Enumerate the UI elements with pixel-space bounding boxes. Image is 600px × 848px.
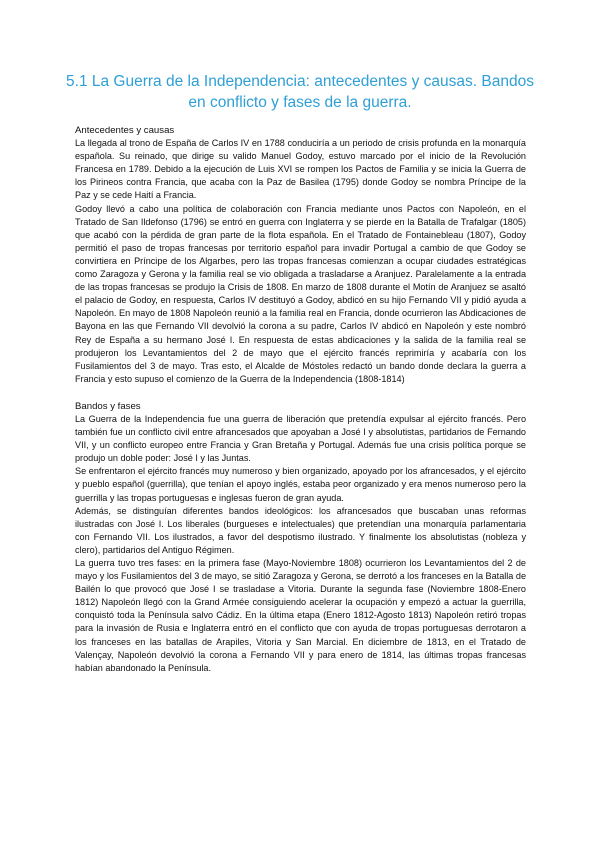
paragraph: Además, se distinguían diferentes bandos ideológicos: los afrancesados que buscaban unas reformas ilustradas con José I. Los liberales (burgueses e intelectuales) que pretendían una monarquía parlamentaria con Fernando VII. Los ilustrados, a favor del despotismo ilustrado. Y finalmente los absolutistas (nobleza y clero), partidarios del Antiguo Régimen. [75,505,526,555]
section-heading: Antecedentes y causas [75,125,175,136]
paragraph: La guerra tuvo tres fases: en la primera fase (Mayo-Noviembre 1808) ocurrieron los Levantamientos del 2 de mayo y los Fusilamientos del 3 de mayo, se sitió Zaragoza y Gerona, se derrotó a los franceses en la Batalla de Bailén lo que provocó que José I se trasladase a Vitoria. Durante la segunda fase (Noviembre 1808-Enero 1812) Napoleón llegó con la Grand Armée consiguiendo acelerar la ocupación y empezó a actuar la guerrilla, conquistó toda la Península salvo Cádiz. En la última etapa (Enero 1812-Agosto 1813) Napoleón retiró tropas para la invasión de Rusia e Inglaterra entró en el conflicto que con ayuda de tropas portuguesas derrotaron a los franceses en las batallas de Arapiles, Vitoria y San Marcial. En diciembre de 1813, en el Tratado de Valençay, Napoleón devolvió la corona a Fernando VII y para enero de 1814, las últimas tropas francesas habían abandonado la Península. [75,558,526,673]
paragraph: Godoy llevó a cabo una política de colaboración con Francia mediante unos Pactos con Napoleón, en el Tratado de San Ildefonso (1796) se entró en guerra con Inglaterra y se pierde en la Batalla de Trafalgar (1805) que acabó con la pérdida de gran parte de la flota española. En el Tratado de Fontainebleau (1807), Godoy permitió el paso de tropas francesas por territorio español para invadir Portugal a cambio de que Godoy se convirtiera en Príncipe de los Algarbes, pero las tropas francesas comienzan a ocupar ciudades estratégicas como Zaragoza y Gerona y la familia real se vio obligada a trasladarse a Aranjuez. Paralelamente a la entrada de las tropas francesas se produjo la Crisis de 1808. En marzo de 1808 durante el Motín de Aranjuez se asaltó el palacio de Godoy, en respuesta, Carlos IV destituyó a Godoy, abdicó en su hijo Fernando VII y pidió ayuda a Napoleón. En mayo de 1808 Napoleón reunió a la familia real en Francia, donde ocurrieron las Abdicaciones de Bayona en las que Fernando VII devolvió la corona a su padre, Carlos IV abdicó en Napoleón y este nombró Rey de España a su hermano José I. En respuesta de estas abdicaciones y la salida de la familia real se produjeron los Levantamientos del 2 de mayo que el ejército francés reprimiría y acabaría con los Fusilamientos del 3 de mayo. Tras esto, el Alcalde de Móstoles redactó un bando donde declara la guerra a Francia y esto supuso el comienzo de la Guerra de la Independencia (1808-1814) [75,203,526,384]
document-body [75,124,526,675]
paragraph: La llegada al trono de España de Carlos IV en 1788 conduciría a un periodo de crisis profunda en la monarquía española. Su reinado, que dirige su valido Manuel Godoy, estuvo marcado por el inicio de la Revolución Francesa en 1789. Debido a la ejecución de Luis XVI se rompen los Pactos de Familia y se inicia la Guerra de los Pirineos contra Francia, que acaba con la Paz de Basilea (1795) donde Godoy se nombra Príncipe de la Paz y se cede Haití a Francia. [75,138,526,201]
page-title: 5.1 La Guerra de la Independencia: antecedentes y causas. Bandos en conflicto y fases de la guerra. [66,73,534,111]
section-heading: Bandos y fases [75,400,141,412]
paragraph: La Guerra de la Independencia fue una guerra de liberación que pretendía expulsar al ejército francés. Pero también fue un conflicto civil entre afrancesados que apoyaban a José I y absolutistas, partidarios de Fernando VII, y un conflicto europeo entre Francia y Gran Bretaña y Portugal. Además fue una crisis política porque se produjo un doble poder: José I y las Juntas. [75,413,526,464]
paragraph: Se enfrentaron el ejército francés muy numeroso y bien organizado, apoyado por los afrancesados, y el ejército y pueblo español (guerrilla), que tenían el apoyo inglés, estaba peor organizado y era menos numeroso pero la guerrilla y las tropas portuguesas e inglesas fueron de gran ayuda. [75,466,526,503]
section-antecedentes [75,124,526,386]
section-bandos-fases [75,400,526,675]
